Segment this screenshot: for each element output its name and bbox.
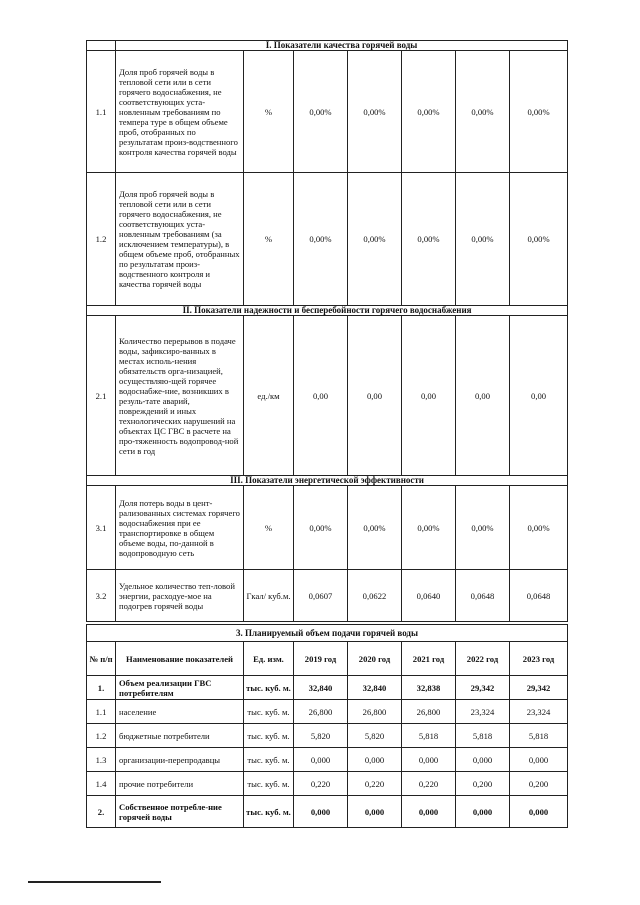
row-value: 0,000 [294, 748, 348, 772]
row-value: 0,000 [510, 748, 568, 772]
row-value: 0,00% [510, 51, 568, 173]
row-value: 0,00% [348, 486, 402, 570]
row-value: 0,00 [402, 316, 456, 476]
header-year: 2023 год [510, 642, 568, 676]
row-number: 1.1 [87, 51, 116, 173]
row-value: 0,200 [510, 772, 568, 796]
row-value: 0,0607 [294, 570, 348, 622]
row-number: 1.3 [87, 748, 116, 772]
row-value: 0,220 [294, 772, 348, 796]
row-value: 23,324 [510, 700, 568, 724]
row-value: 0,00 [510, 316, 568, 476]
row-value: 5,818 [510, 724, 568, 748]
table-row [87, 676, 568, 700]
row-number: 2. [87, 796, 116, 828]
row-value: 32,838 [402, 676, 456, 700]
row-value: 0,0648 [456, 570, 510, 622]
row-value: 5,820 [348, 724, 402, 748]
row-unit: % [244, 173, 294, 306]
row-name: Собственное потребле-ние горячей воды [116, 796, 244, 828]
row-name: прочие потребители [116, 772, 244, 796]
row-unit: % [244, 51, 294, 173]
row-value: 5,818 [456, 724, 510, 748]
row-unit: тыс. куб. м. [244, 724, 294, 748]
row-number: 3.2 [87, 570, 116, 622]
row-unit: тыс. куб. м. [244, 748, 294, 772]
row-value: 0,00% [456, 486, 510, 570]
row-value: 0,00 [294, 316, 348, 476]
row-value: 0,00% [294, 173, 348, 306]
row-value: 26,800 [294, 700, 348, 724]
row-value: 0,00% [402, 486, 456, 570]
header-year: 2022 год [456, 642, 510, 676]
table-row [87, 748, 568, 772]
row-value: 32,840 [294, 676, 348, 700]
row-number: 3.1 [87, 486, 116, 570]
row-value: 23,324 [456, 700, 510, 724]
row-number: 1.4 [87, 772, 116, 796]
header-unit: Ед. изм. [244, 642, 294, 676]
row-unit: тыс. куб. м. [244, 796, 294, 828]
indicators-table [86, 40, 568, 622]
row-value: 0,00 [456, 316, 510, 476]
row-number: 1.1 [87, 700, 116, 724]
row-value: 0,0640 [402, 570, 456, 622]
section-title: III. Показатели энергетической эффективности [87, 476, 568, 486]
row-value: 26,800 [348, 700, 402, 724]
section-title: I. Показатели качества горячей воды [116, 41, 568, 51]
row-value: 0,220 [348, 772, 402, 796]
table-row [87, 173, 568, 306]
row-value: 0,00% [402, 173, 456, 306]
table-header-row [87, 642, 568, 676]
row-value: 29,342 [510, 676, 568, 700]
row-value: 29,342 [456, 676, 510, 700]
row-number: 1.2 [87, 724, 116, 748]
header-num: № п/п [87, 642, 116, 676]
row-unit: ед./км [244, 316, 294, 476]
row-value: 0,00% [348, 51, 402, 173]
row-value: 26,800 [402, 700, 456, 724]
footer-rule [28, 881, 161, 883]
row-value: 0,000 [456, 796, 510, 828]
section-title: II. Показатели надежности и бесперебойности горячего водоснабжения [87, 306, 568, 316]
table-row [87, 700, 568, 724]
row-value: 0,000 [510, 796, 568, 828]
row-value: 0,00 [348, 316, 402, 476]
row-name: бюджетные потребители [116, 724, 244, 748]
row-unit: тыс. куб. м. [244, 700, 294, 724]
row-value: 0,000 [294, 796, 348, 828]
row-value: 0,00% [510, 486, 568, 570]
planned-volume-table [86, 624, 568, 828]
table-row [87, 724, 568, 748]
row-value: 5,820 [294, 724, 348, 748]
section-blank-cell [87, 41, 116, 51]
row-value: 0,00% [294, 486, 348, 570]
header-name: Наименование показателей [116, 642, 244, 676]
row-number: 2.1 [87, 316, 116, 476]
row-description: Доля проб горячей воды в тепловой сети или в сети горячего водоснабжения, не соответствующих уста-новленным требованиям (за исключением температуры), в общем объеме проб, отобранных по результатам произ-водственного контроля и качества горячей воды [116, 173, 244, 306]
row-description: Удельное количество теп-ловой энергии, расходуе-мое на подогрев горячей воды [116, 570, 244, 622]
row-value: 0,0622 [348, 570, 402, 622]
table-row [87, 570, 568, 622]
row-unit: тыс. куб. м. [244, 676, 294, 700]
row-value: 0,000 [402, 748, 456, 772]
row-value: 32,840 [348, 676, 402, 700]
table-row [87, 51, 568, 173]
row-value: 0,00% [348, 173, 402, 306]
table-row [87, 796, 568, 828]
row-value: 0,00% [402, 51, 456, 173]
row-name: население [116, 700, 244, 724]
table-row [87, 486, 568, 570]
row-description: Доля потерь воды в цент-рализованных системах горячего водоснабжения при ее транспортировке в общем объеме воды, по-данной в водопроводную сеть [116, 486, 244, 570]
row-value: 0,000 [402, 796, 456, 828]
row-number: 1.2 [87, 173, 116, 306]
row-value: 0,000 [348, 748, 402, 772]
row-value: 0,00% [510, 173, 568, 306]
row-value: 0,0648 [510, 570, 568, 622]
row-value: 0,00% [456, 173, 510, 306]
header-year: 2021 год [402, 642, 456, 676]
row-unit: % [244, 486, 294, 570]
row-name: Объем реализации ГВС потребителям [116, 676, 244, 700]
row-value: 0,00% [294, 51, 348, 173]
row-value: 0,00% [456, 51, 510, 173]
row-unit: Гкал/ куб.м. [244, 570, 294, 622]
table-row [87, 316, 568, 476]
row-description: Количество перерывов в подаче воды, зафиксиро-ванных в местах исполь-нения обязательств орга-низацией, осуществляю-щей горячее водоснабже-ние, возникших в резуль-тате аварий, повреждений и иных технологических нарушений на объектах ЦС ГВС в расчете на про-тяженность водопровод-ной сети в год [116, 316, 244, 476]
row-value: 0,000 [456, 748, 510, 772]
row-value: 0,200 [456, 772, 510, 796]
section-title: 3. Планируемый объем подачи горячей воды [87, 625, 568, 642]
row-unit: тыс. куб. м. [244, 772, 294, 796]
row-number: 1. [87, 676, 116, 700]
row-name: организации-перепродавцы [116, 748, 244, 772]
row-value: 0,000 [348, 796, 402, 828]
row-description: Доля проб горячей воды в тепловой сети или в сети горячего водоснабжения, не соответствующих уста-новленным требованиям по темпера туре в общем объеме проб, отобранных по результатам произ-водственного контроля качества горячей воды [116, 51, 244, 173]
header-year: 2019 год [294, 642, 348, 676]
row-value: 5,818 [402, 724, 456, 748]
header-year: 2020 год [348, 642, 402, 676]
table-row [87, 772, 568, 796]
row-value: 0,220 [402, 772, 456, 796]
